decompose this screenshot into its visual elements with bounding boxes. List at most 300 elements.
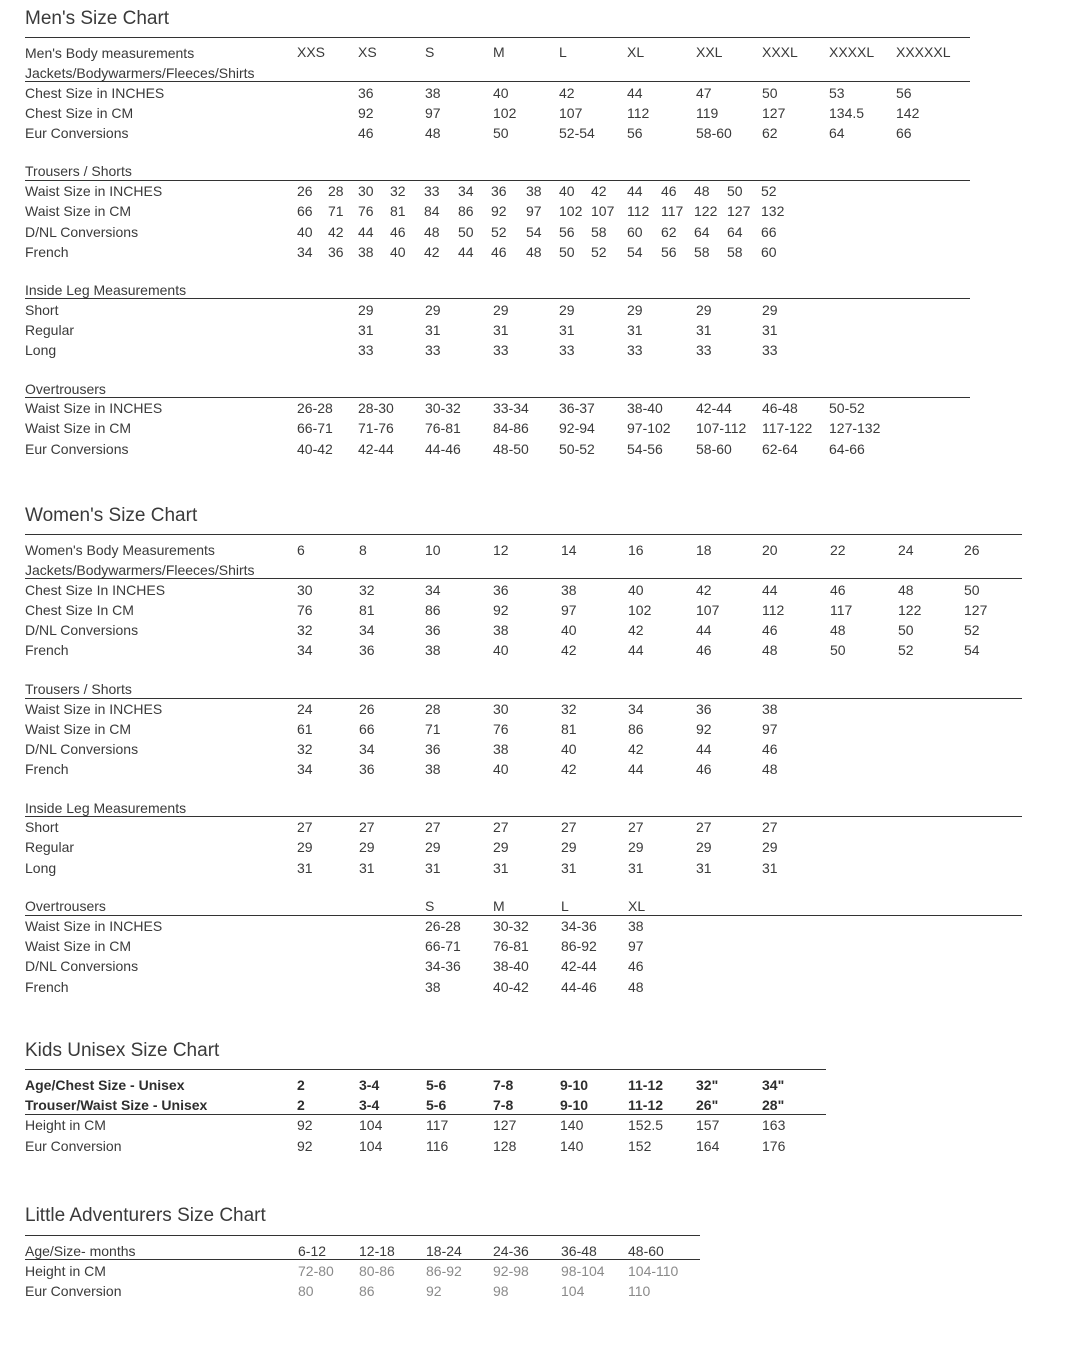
- womens-trousers-cell: 76: [493, 721, 509, 737]
- little-row-label: Eur Conversion: [25, 1283, 122, 1300]
- womens-body-cell: 32: [359, 582, 375, 598]
- kids-cell: 92: [297, 1117, 313, 1134]
- womens-overtrousers-cell: 66-71: [425, 938, 461, 955]
- mens-inside-leg-cell: 31: [425, 322, 441, 338]
- mens-body-rule: [25, 81, 970, 82]
- womens-size-header-cell: 26: [964, 542, 980, 558]
- mens-overtrousers-cell: 71-76: [358, 420, 394, 437]
- womens-body-cell: 34: [425, 582, 441, 598]
- mens-size-header-cell: L: [559, 44, 567, 60]
- womens-trousers-cell: 24: [297, 701, 313, 717]
- womens-inside-leg-cell: 29: [493, 839, 509, 856]
- womens-inside-leg-cell: 31: [359, 859, 375, 876]
- mens-trousers-cell: 66: [761, 223, 777, 240]
- mens-overtrousers-cell: 50-52: [559, 440, 595, 457]
- little-cell: 12-18: [359, 1243, 395, 1259]
- womens-overtrousers-row-label: French: [25, 978, 69, 995]
- womens-body-cell: 107: [696, 602, 720, 618]
- mens-body-heading: Men's Body measurements: [25, 45, 195, 61]
- womens-trousers-row-label: French: [25, 761, 69, 777]
- mens-trousers-cell: 127: [727, 203, 751, 220]
- mens-trousers-cell: 117: [661, 203, 684, 220]
- little-chart-title: Little Adventurers Size Chart: [25, 1205, 266, 1226]
- womens-size-header-cell: 12: [493, 542, 509, 558]
- womens-trousers-row-label: Waist Size in CM: [25, 721, 132, 737]
- womens-trousers-cell: 34: [628, 701, 644, 717]
- womens-overtrousers-row-label: Waist Size in CM: [25, 938, 132, 955]
- little-title-rule: [25, 1235, 700, 1236]
- mens-trousers-cell: 28: [328, 183, 344, 199]
- womens-body-cell: 102: [628, 602, 652, 618]
- womens-body-cell: 48: [898, 582, 914, 598]
- kids-cell: 11-12: [628, 1077, 664, 1093]
- mens-overtrousers-row-label: Waist Size in INCHES: [25, 400, 163, 416]
- womens-body-cell: 42: [628, 622, 644, 638]
- womens-size-header-cell: 6: [297, 542, 305, 558]
- womens-body-cell: 81: [359, 602, 375, 618]
- kids-cell: 140: [560, 1137, 584, 1154]
- mens-trousers-cell: 107: [591, 203, 615, 220]
- kids-row-label: Trouser/Waist Size - Unisex: [25, 1097, 208, 1114]
- mens-trousers-row-label: D/NL Conversions: [25, 223, 139, 240]
- womens-overtrousers-cell: 34-36: [561, 918, 597, 934]
- womens-body-cell: 38: [493, 622, 509, 638]
- womens-body-cell: 52: [898, 642, 914, 658]
- womens-body-cell: 32: [297, 622, 313, 638]
- mens-trousers-cell: 30: [358, 183, 374, 199]
- womens-body-cell: 117: [830, 602, 853, 618]
- mens-inside-leg-cell: 33: [627, 342, 643, 358]
- mens-trousers-cell: 60: [627, 223, 643, 240]
- mens-trousers-rule: [25, 180, 970, 181]
- womens-inside-leg-cell: 27: [493, 819, 509, 835]
- mens-body-cell: 64: [829, 125, 845, 141]
- mens-inside-leg-cell: 29: [425, 302, 441, 318]
- mens-body-cell: 42: [559, 85, 575, 101]
- mens-body-cell: 92: [358, 105, 374, 121]
- mens-overtrousers-cell: 62-64: [762, 440, 798, 457]
- mens-trousers-cell: 34: [458, 183, 474, 199]
- mens-overtrousers-cell: 58-60: [696, 440, 732, 457]
- mens-overtrousers-row-label: Waist Size in CM: [25, 420, 132, 437]
- mens-trousers-cell: 56: [661, 243, 677, 260]
- womens-body-cell: 112: [762, 602, 785, 618]
- womens-body-cell: 40: [561, 622, 577, 638]
- mens-body-cell: 44: [627, 85, 643, 101]
- womens-body-cell: 76: [297, 602, 313, 618]
- mens-trousers-cell: 52: [591, 243, 607, 260]
- mens-body-cell: 119: [696, 105, 719, 121]
- mens-overtrousers-cell: 33-34: [493, 400, 529, 416]
- mens-trousers-cell: 38: [526, 183, 542, 199]
- womens-trousers-cell: 40: [493, 761, 509, 777]
- mens-trousers-cell: 92: [491, 203, 507, 220]
- womens-size-header-cell: 18: [696, 542, 712, 558]
- womens-trousers-cell: 30: [493, 701, 509, 717]
- womens-trousers-heading: Trousers / Shorts: [25, 681, 132, 697]
- womens-body-cell: 42: [561, 642, 577, 658]
- womens-body-cell: 36: [425, 622, 441, 638]
- womens-trousers-cell: 46: [696, 761, 712, 777]
- mens-body-cell: 97: [425, 105, 441, 121]
- mens-trousers-cell: 46: [390, 223, 406, 240]
- womens-body-cell: 38: [425, 642, 441, 658]
- womens-trousers-cell: 32: [297, 741, 313, 757]
- kids-cell: 2: [297, 1097, 305, 1114]
- mens-trousers-cell: 48: [694, 183, 710, 199]
- little-cell: 24-36: [493, 1243, 529, 1259]
- mens-trousers-cell: 60: [761, 243, 777, 260]
- kids-cell: 9-10: [560, 1097, 589, 1114]
- womens-size-header-cell: 16: [628, 542, 644, 558]
- mens-size-header-cell: S: [425, 44, 435, 60]
- mens-trousers-row-label: Waist Size in INCHES: [25, 183, 163, 199]
- womens-inside-leg-rule: [25, 816, 1022, 817]
- womens-inside-leg-row-label: Short: [25, 819, 59, 835]
- mens-overtrousers-cell: 40-42: [297, 440, 333, 457]
- womens-overtrousers-cell: 38: [628, 918, 644, 934]
- mens-trousers-cell: 62: [661, 223, 677, 240]
- mens-inside-leg-rule: [25, 298, 970, 299]
- womens-inside-leg-cell: 31: [762, 859, 778, 876]
- kids-cell: 5-6: [426, 1077, 447, 1093]
- womens-inside-leg-cell: 29: [359, 839, 375, 856]
- mens-trousers-cell: 58: [694, 243, 710, 260]
- mens-inside-leg-cell: 31: [627, 322, 643, 338]
- mens-trousers-cell: 46: [661, 183, 677, 199]
- womens-body-cell: 40: [493, 642, 509, 658]
- little-cell: 80-86: [359, 1263, 395, 1280]
- mens-trousers-cell: 84: [424, 203, 440, 220]
- mens-trousers-cell: 38: [358, 243, 374, 260]
- womens-inside-leg-cell: 27: [561, 819, 577, 835]
- womens-overtrousers-row-label: D/NL Conversions: [25, 958, 139, 975]
- mens-trousers-cell: 102: [559, 203, 583, 220]
- womens-inside-leg-cell: 29: [425, 839, 441, 856]
- mens-overtrousers-cell: 48-50: [493, 440, 529, 457]
- womens-body-rule: [25, 578, 1022, 579]
- mens-chart-title: Men's Size Chart: [25, 8, 170, 29]
- mens-inside-leg-cell: 29: [559, 302, 575, 318]
- mens-inside-leg-cell: 33: [762, 342, 778, 358]
- mens-inside-leg-cell: 31: [762, 322, 778, 338]
- mens-size-header-cell: XL: [627, 44, 645, 60]
- womens-trousers-cell: 92: [696, 721, 712, 737]
- womens-body-cell: 52: [964, 622, 980, 638]
- womens-inside-leg-cell: 31: [696, 859, 712, 876]
- mens-trousers-cell: 97: [526, 203, 542, 220]
- mens-overtrousers-cell: 28-30: [358, 400, 394, 416]
- little-cell: 110: [628, 1283, 651, 1300]
- womens-inside-leg-cell: 31: [493, 859, 509, 876]
- mens-trousers-cell: 132: [761, 203, 785, 220]
- little-cell: 98: [493, 1283, 509, 1300]
- kids-cell: 34": [762, 1077, 785, 1093]
- womens-overtrousers-size-cell: XL: [628, 898, 646, 914]
- kids-cell: 117: [426, 1117, 449, 1134]
- mens-inside-leg-cell: 31: [696, 322, 712, 338]
- kids-cell: 9-10: [560, 1077, 589, 1093]
- little-row-label: Height in CM: [25, 1263, 106, 1280]
- womens-inside-leg-cell: 27: [359, 819, 375, 835]
- womens-body-row-label: Chest Size In INCHES: [25, 582, 166, 598]
- mens-overtrousers-cell: 42-44: [696, 400, 732, 416]
- womens-overtrousers-size-cell: M: [493, 898, 505, 914]
- little-header-rule: [25, 1259, 700, 1260]
- womens-overtrousers-size-cell: S: [425, 898, 435, 914]
- mens-trousers-cell: 66: [297, 203, 313, 220]
- womens-trousers-cell: 81: [561, 721, 577, 737]
- kids-cell: 26": [696, 1097, 719, 1114]
- womens-trousers-cell: 71: [425, 721, 441, 737]
- mens-inside-leg-row-label: Short: [25, 302, 59, 318]
- mens-overtrousers-cell: 84-86: [493, 420, 529, 437]
- mens-trousers-cell: 36: [328, 243, 344, 260]
- womens-trousers-cell: 38: [762, 701, 778, 717]
- kids-cell: 164: [696, 1137, 720, 1154]
- mens-trousers-cell: 50: [559, 243, 575, 260]
- mens-body-row-label: Chest Size in CM: [25, 105, 134, 121]
- mens-trousers-cell: 34: [297, 243, 313, 260]
- womens-trousers-cell: 38: [425, 761, 441, 777]
- mens-inside-leg-row-label: Regular: [25, 322, 75, 338]
- womens-size-header-cell: 10: [425, 542, 441, 558]
- womens-trousers-cell: 32: [561, 701, 577, 717]
- kids-cell: 128: [493, 1137, 517, 1154]
- mens-body-cell: 52-54: [559, 125, 595, 141]
- womens-inside-leg-cell: 27: [696, 819, 712, 835]
- womens-trousers-cell: 26: [359, 701, 375, 717]
- mens-inside-leg-row-label: Long: [25, 342, 57, 358]
- womens-body-row-label: French: [25, 642, 69, 658]
- womens-inside-leg-cell: 27: [425, 819, 441, 835]
- womens-body-cell: 44: [628, 642, 644, 658]
- womens-trousers-cell: 97: [762, 721, 778, 737]
- mens-body-cell: 53: [829, 85, 845, 101]
- mens-overtrousers-cell: 92-94: [559, 420, 595, 437]
- mens-body-row-label: Chest Size in INCHES: [25, 85, 165, 101]
- womens-body-cell: 92: [493, 602, 509, 618]
- mens-trousers-cell: 50: [458, 223, 474, 240]
- mens-trousers-row-label: Waist Size in CM: [25, 203, 132, 220]
- womens-body-subheading: Jackets/Bodywarmers/Fleeces/Shirts: [25, 562, 255, 578]
- mens-body-cell: 107: [559, 105, 583, 121]
- womens-body-cell: 36: [359, 642, 375, 658]
- mens-trousers-cell: 54: [526, 223, 542, 240]
- kids-cell: 163: [762, 1117, 786, 1134]
- womens-inside-leg-cell: 29: [297, 839, 313, 856]
- little-cell: 92-98: [493, 1263, 529, 1280]
- kids-cell: 140: [560, 1117, 584, 1134]
- mens-body-cell: 46: [358, 125, 374, 141]
- kids-title-rule: [25, 1069, 826, 1070]
- womens-inside-leg-row-label: Long: [25, 859, 57, 876]
- mens-trousers-cell: 40: [297, 223, 313, 240]
- womens-inside-leg-cell: 27: [628, 819, 644, 835]
- mens-trousers-cell: 42: [328, 223, 344, 240]
- womens-body-row-label: D/NL Conversions: [25, 622, 139, 638]
- womens-overtrousers-cell: 48: [628, 978, 644, 995]
- womens-body-cell: 50: [964, 582, 980, 598]
- womens-body-cell: 48: [762, 642, 778, 658]
- womens-inside-leg-cell: 27: [297, 819, 313, 835]
- womens-inside-leg-cell: 29: [628, 839, 644, 856]
- mens-overtrousers-cell: 127-132: [829, 420, 881, 437]
- kids-header-rule: [25, 1114, 826, 1115]
- mens-body-cell: 142: [896, 105, 920, 121]
- mens-trousers-cell: 44: [627, 183, 643, 199]
- mens-size-header-cell: M: [493, 44, 505, 60]
- womens-size-header-cell: 8: [359, 542, 367, 558]
- kids-cell: 2: [297, 1077, 305, 1093]
- mens-trousers-cell: 44: [458, 243, 474, 260]
- kids-cell: 104: [359, 1137, 383, 1154]
- womens-body-cell: 36: [493, 582, 509, 598]
- womens-overtrousers-cell: 97: [628, 938, 644, 955]
- mens-inside-leg-cell: 33: [425, 342, 441, 358]
- kids-cell: 7-8: [493, 1097, 514, 1114]
- little-cell: 98-104: [561, 1263, 605, 1280]
- womens-trousers-cell: 42: [628, 741, 644, 757]
- womens-trousers-cell: 44: [628, 761, 644, 777]
- little-cell: 48-60: [628, 1243, 664, 1259]
- womens-inside-leg-cell: 31: [297, 859, 313, 876]
- womens-trousers-cell: 86: [628, 721, 644, 737]
- mens-trousers-cell: 40: [390, 243, 406, 260]
- mens-inside-leg-cell: 29: [493, 302, 509, 318]
- mens-overtrousers-cell: 36-37: [559, 400, 595, 416]
- mens-trousers-cell: 48: [526, 243, 542, 260]
- mens-trousers-cell: 42: [591, 183, 607, 199]
- mens-body-cell: 58-60: [696, 125, 732, 141]
- mens-overtrousers-cell: 46-48: [762, 400, 798, 416]
- mens-overtrousers-heading: Overtrousers: [25, 381, 106, 397]
- mens-size-header-cell: XXL: [696, 44, 723, 60]
- mens-overtrousers-cell: 50-52: [829, 400, 865, 416]
- womens-inside-leg-cell: 29: [696, 839, 712, 856]
- mens-overtrousers-cell: 66-71: [297, 420, 333, 437]
- mens-size-header-cell: XXS: [297, 44, 326, 60]
- womens-overtrousers-size-cell: L: [561, 898, 569, 914]
- little-row-label: Age/Size- months: [25, 1243, 136, 1259]
- womens-size-header-cell: 14: [561, 542, 577, 558]
- mens-overtrousers-cell: 64-66: [829, 440, 865, 457]
- mens-trousers-cell: 50: [727, 183, 743, 199]
- mens-body-cell: 48: [425, 125, 441, 141]
- kids-cell: 152: [628, 1137, 652, 1154]
- womens-trousers-rule: [25, 698, 1022, 699]
- mens-overtrousers-row-label: Eur Conversions: [25, 440, 129, 457]
- mens-overtrousers-cell: 38-40: [627, 400, 663, 416]
- womens-body-row-label: Chest Size In CM: [25, 602, 134, 618]
- mens-body-cell: 38: [425, 85, 441, 101]
- mens-overtrousers-cell: 30-32: [425, 400, 461, 416]
- womens-body-cell: 30: [297, 582, 313, 598]
- mens-inside-leg-cell: 29: [358, 302, 374, 318]
- mens-trousers-cell: 64: [694, 223, 710, 240]
- little-cell: 104: [561, 1283, 585, 1300]
- mens-body-cell: 134.5: [829, 105, 865, 121]
- womens-overtrousers-cell: 38: [425, 978, 441, 995]
- womens-trousers-row-label: D/NL Conversions: [25, 741, 139, 757]
- mens-body-cell: 36: [358, 85, 374, 101]
- little-cell: 80: [298, 1283, 314, 1300]
- mens-trousers-cell: 40: [559, 183, 575, 199]
- mens-overtrousers-cell: 42-44: [358, 440, 394, 457]
- womens-body-cell: 50: [830, 642, 846, 658]
- womens-overtrousers-cell: 26-28: [425, 918, 461, 934]
- womens-inside-leg-row-label: Regular: [25, 839, 75, 856]
- mens-inside-leg-cell: 29: [696, 302, 712, 318]
- mens-body-cell: 50: [493, 125, 509, 141]
- womens-trousers-cell: 66: [359, 721, 375, 737]
- kids-cell: 3-4: [359, 1097, 380, 1114]
- kids-cell: 176: [762, 1137, 786, 1154]
- mens-trousers-cell: 112: [627, 203, 650, 220]
- womens-trousers-cell: 40: [561, 741, 577, 757]
- mens-trousers-cell: 54: [627, 243, 643, 260]
- mens-size-header-cell: XS: [358, 44, 377, 60]
- womens-body-cell: 127: [964, 602, 988, 618]
- womens-body-cell: 38: [561, 582, 577, 598]
- womens-size-header-cell: 20: [762, 542, 778, 558]
- mens-body-row-label: Eur Conversions: [25, 125, 129, 141]
- little-cell: 86: [359, 1283, 375, 1300]
- mens-trousers-heading: Trousers / Shorts: [25, 163, 132, 179]
- womens-overtrousers-cell: 86-92: [561, 938, 597, 955]
- womens-inside-leg-cell: 31: [425, 859, 441, 876]
- womens-body-cell: 44: [696, 622, 712, 638]
- womens-body-cell: 46: [696, 642, 712, 658]
- womens-trousers-row-label: Waist Size in INCHES: [25, 701, 163, 717]
- womens-inside-leg-cell: 31: [628, 859, 644, 876]
- mens-overtrousers-cell: 54-56: [627, 440, 663, 457]
- little-cell: 18-24: [426, 1243, 462, 1259]
- mens-inside-leg-cell: 33: [493, 342, 509, 358]
- mens-overtrousers-cell: 107-112: [696, 420, 747, 437]
- mens-inside-leg-cell: 33: [696, 342, 712, 358]
- little-cell: 36-48: [561, 1243, 597, 1259]
- mens-inside-leg-cell: 33: [559, 342, 575, 358]
- mens-trousers-cell: 71: [328, 203, 344, 220]
- womens-overtrousers-cell: 44-46: [561, 978, 597, 995]
- womens-body-cell: 46: [762, 622, 778, 638]
- mens-overtrousers-cell: 76-81: [425, 420, 461, 437]
- little-cell: 92: [426, 1283, 442, 1300]
- mens-title-rule: [25, 37, 970, 38]
- womens-overtrousers-cell: 38-40: [493, 958, 529, 975]
- mens-trousers-cell: 86: [458, 203, 474, 220]
- mens-body-cell: 40: [493, 85, 509, 101]
- mens-trousers-cell: 42: [424, 243, 440, 260]
- womens-body-cell: 50: [898, 622, 914, 638]
- mens-trousers-cell: 33: [424, 183, 440, 199]
- little-cell: 6-12: [298, 1243, 327, 1259]
- mens-overtrousers-cell: 44-46: [425, 440, 461, 457]
- kids-row-label: Age/Chest Size - Unisex: [25, 1077, 185, 1093]
- womens-body-cell: 122: [898, 602, 922, 618]
- womens-trousers-cell: 42: [561, 761, 577, 777]
- womens-inside-leg-cell: 27: [762, 819, 778, 835]
- mens-size-header-cell: XXXL: [762, 44, 798, 60]
- womens-body-cell: 34: [297, 642, 313, 658]
- mens-trousers-cell: 64: [727, 223, 743, 240]
- mens-inside-leg-cell: 31: [493, 322, 509, 338]
- kids-cell: 5-6: [426, 1097, 447, 1114]
- womens-overtrousers-heading: Overtrousers: [25, 898, 106, 914]
- kids-cell: 152.5: [628, 1117, 664, 1134]
- mens-trousers-cell: 26: [297, 183, 313, 199]
